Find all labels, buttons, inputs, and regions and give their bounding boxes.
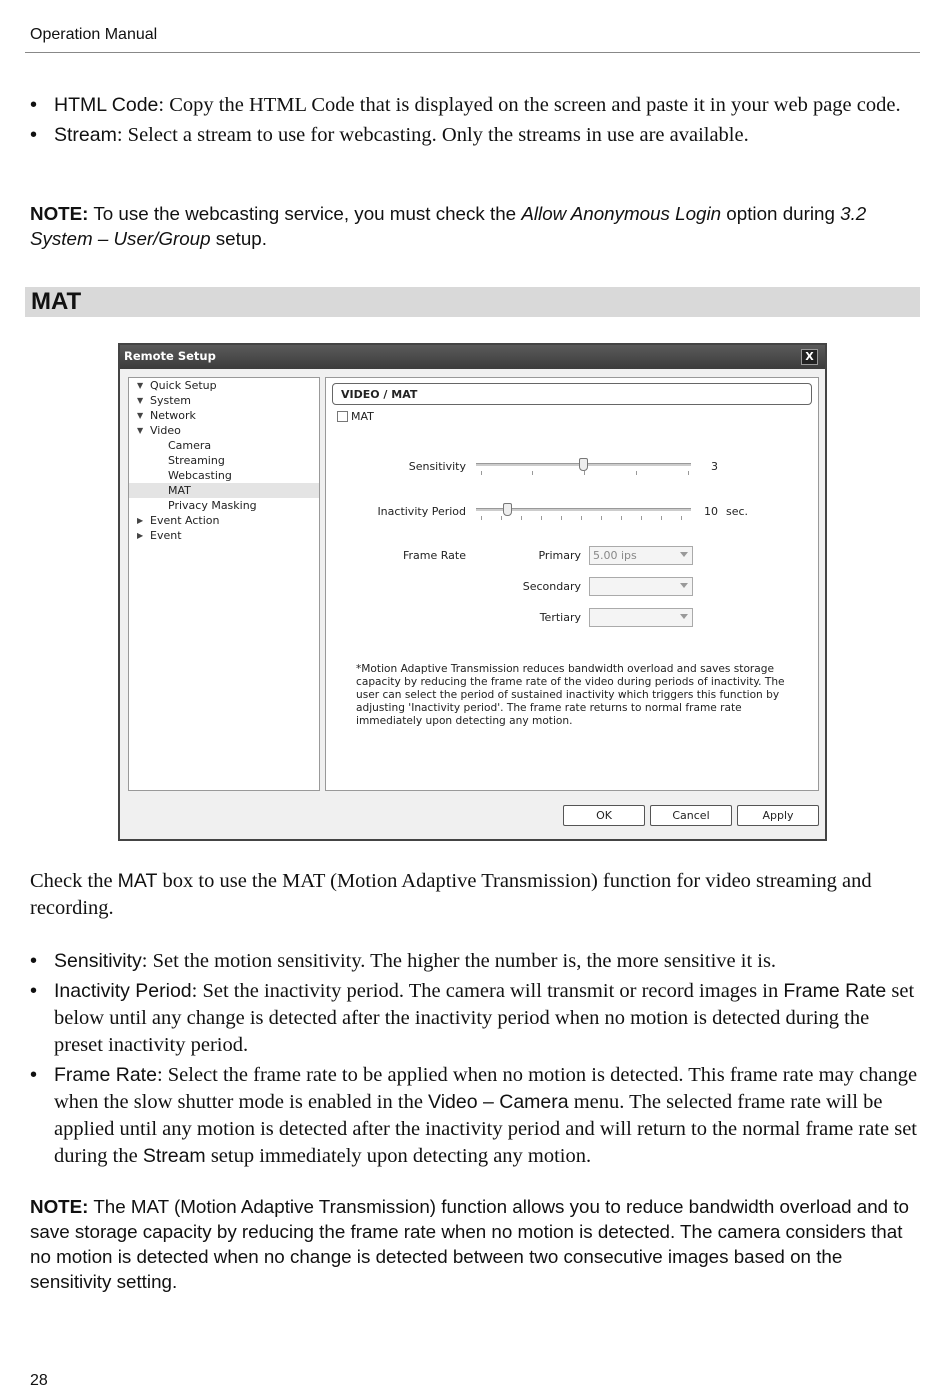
- top-bullet-list: [30, 92, 918, 152]
- primary-frame-rate-value: 5.00 ips: [593, 549, 637, 562]
- note-label: NOTE:: [30, 203, 89, 224]
- para-text: Check the: [30, 870, 118, 892]
- settings-tree: [128, 377, 320, 791]
- section-title: MAT: [31, 288, 82, 315]
- mat-checkbox-label: MAT: [351, 410, 374, 423]
- primary-frame-rate-select[interactable]: [589, 546, 693, 565]
- remote-setup-dialog: [118, 343, 827, 841]
- tree-item-webcasting[interactable]: [129, 468, 319, 483]
- tree-item-label: Event Action: [150, 514, 220, 527]
- page-number: 28: [30, 1372, 48, 1389]
- bullet-text: : Set the motion sensitivity. The higher the number is, the more sensitive it is.: [141, 950, 777, 972]
- tree-item-label: Streaming: [168, 454, 225, 467]
- sensitivity-value: 3: [711, 460, 718, 473]
- inactivity-value: 10: [704, 505, 718, 518]
- bullet-frame-rate: [30, 1062, 918, 1170]
- slider-tick: [601, 516, 602, 520]
- bullet-text: menu. The selected frame rate will be applied until any motion is detected after the inactivity period and will return to the normal frame rate set during the: [54, 1091, 917, 1167]
- bullet-text: set below until any change is detected after the inactivity period when no motion is detected during the preset inactivity period.: [54, 980, 915, 1056]
- primary-label: Primary: [538, 549, 581, 562]
- dialog-title: Remote Setup: [124, 349, 216, 363]
- bullet-term: Frame Rate: [783, 980, 887, 1002]
- tree-item-label: Video: [150, 424, 181, 437]
- bullet-text: : Copy the HTML Code that is displayed on the screen and paste it in your web page code.: [158, 94, 901, 116]
- chevron-down-icon: [680, 583, 688, 588]
- close-button[interactable]: X: [801, 349, 818, 365]
- bullet-text: : Select a stream to use for webcasting. Only the streams in use are available.: [116, 124, 749, 146]
- para-text: box to use the MAT (Motion Adaptive Transmission) function for video streaming and recording.: [30, 870, 872, 919]
- tree-item-video[interactable]: [129, 423, 319, 438]
- inactivity-slider-thumb[interactable]: [503, 503, 512, 516]
- note-italic-option: Allow Anonymous Login: [521, 203, 722, 224]
- para-term: MAT: [117, 870, 158, 892]
- section-heading-bar: [25, 287, 920, 317]
- bullet-term: Sensitivity: [54, 950, 142, 972]
- bullet-term: HTML Code: [54, 94, 159, 116]
- tree-item-camera[interactable]: [129, 438, 319, 453]
- slider-tick: [501, 516, 502, 520]
- ok-button[interactable]: OK: [563, 805, 645, 826]
- note-label: NOTE:: [30, 1196, 89, 1217]
- slider-tick: [481, 516, 482, 520]
- tree-item-system[interactable]: [129, 393, 319, 408]
- slider-tick: [688, 471, 689, 475]
- bullet-term: Stream: [54, 124, 117, 146]
- bullet-stream: [30, 122, 918, 149]
- tertiary-label: Tertiary: [539, 611, 581, 624]
- mat-checkbox[interactable]: [337, 411, 348, 422]
- inactivity-unit: sec.: [726, 505, 749, 518]
- tree-item-event-action[interactable]: [129, 513, 319, 528]
- slider-tick: [581, 516, 582, 520]
- bullet-term: Frame Rate: [54, 1064, 157, 1086]
- bullet-text: : Set the inactivity period. The camera will transmit or record images in: [191, 980, 784, 1002]
- tree-item-network[interactable]: [129, 408, 319, 423]
- expand-arrow-icon: ▼: [137, 411, 144, 420]
- note-italic-section: 3.2 System – User/Group: [30, 203, 867, 249]
- secondary-frame-rate-select[interactable]: [589, 577, 693, 596]
- mat-intro-paragraph: [30, 868, 918, 922]
- tertiary-frame-rate-select[interactable]: [589, 608, 693, 627]
- expand-arrow-icon: ▶: [137, 531, 144, 540]
- header-rule: [25, 52, 920, 53]
- slider-tick: [681, 516, 682, 520]
- slider-tick: [541, 516, 542, 520]
- bullet-html-code: [30, 92, 918, 119]
- tree-item-label: Quick Setup: [150, 379, 217, 392]
- tree-item-streaming[interactable]: [129, 453, 319, 468]
- inactivity-period-label: Inactivity Period: [377, 505, 466, 518]
- page-header-title: Operation Manual: [30, 26, 158, 43]
- bullet-text: : Select the frame rate to be applied when no motion is detected. This frame rate may change when the slow shutter mode is enabled in the: [54, 1064, 918, 1113]
- note-webcasting: [30, 201, 920, 251]
- expand-arrow-icon: ▶: [137, 516, 144, 525]
- note-text: option during: [721, 203, 841, 224]
- tree-item-mat[interactable]: [129, 483, 319, 498]
- note-text: setup.: [210, 228, 267, 249]
- note-mat: [30, 1194, 920, 1294]
- bottom-bullet-list: [30, 948, 918, 1173]
- slider-tick: [661, 516, 662, 520]
- slider-tick: [481, 471, 482, 475]
- slider-tick: [521, 516, 522, 520]
- dialog-titlebar: [120, 345, 825, 369]
- slider-tick: [584, 471, 585, 475]
- settings-panel: [325, 377, 819, 791]
- bullet-term: Video – Camera: [428, 1091, 569, 1113]
- frame-rate-label: Frame Rate: [403, 549, 466, 562]
- tree-item-event[interactable]: [129, 528, 319, 543]
- apply-button[interactable]: Apply: [737, 805, 819, 826]
- bullet-sensitivity: [30, 948, 918, 975]
- slider-tick: [636, 471, 637, 475]
- sensitivity-label: Sensitivity: [408, 460, 466, 473]
- bullet-inactivity-period: [30, 978, 918, 1059]
- tree-item-privacy-masking[interactable]: [129, 498, 319, 513]
- expand-arrow-icon: ▼: [137, 381, 144, 390]
- panel-header: [332, 383, 812, 405]
- collapse-arrow-icon: ▼: [137, 426, 144, 435]
- tree-item-label: System: [150, 394, 192, 407]
- note-text: The MAT (Motion Adaptive Transmission) function allows you to reduce bandwidth overload and to save storage capacity by reducing the frame rate when no motion is detected. The camera considers that no motion is detected when no change is detected between two consecutive images based on the sensitivity setting.: [30, 1196, 909, 1292]
- slider-tick: [561, 516, 562, 520]
- bullet-text: setup immediately upon detecting any motion.: [205, 1145, 592, 1167]
- tree-item-label: Privacy Masking: [168, 499, 257, 512]
- expand-arrow-icon: ▼: [137, 396, 144, 405]
- note-text: To use the webcasting service, you must check the: [88, 203, 522, 224]
- slider-tick: [621, 516, 622, 520]
- tree-item-label: MAT: [168, 484, 191, 497]
- cancel-button[interactable]: Cancel: [650, 805, 732, 826]
- slider-tick: [532, 471, 533, 475]
- bullet-term: Inactivity Period: [54, 980, 192, 1002]
- mat-footnote: *Motion Adaptive Transmission reduces bandwidth overload and saves storage capacity by reducing the frame rate of the video during periods of inactivity. The user can select the period of sustained inactivity which triggers this function by adjusting 'Inactivity period'. The frame rate returns to normal frame rate immediately upon detecting any motion.: [356, 663, 785, 727]
- secondary-label: Secondary: [522, 580, 581, 593]
- panel-title: VIDEO / MAT: [341, 388, 418, 401]
- tree-item-label: Network: [150, 409, 196, 422]
- tree-item-label: Camera: [168, 439, 212, 452]
- tree-item-quick-setup[interactable]: [129, 378, 319, 393]
- slider-tick: [641, 516, 642, 520]
- chevron-down-icon: [680, 552, 688, 557]
- tree-item-label: Webcasting: [168, 469, 232, 482]
- sensitivity-slider-thumb[interactable]: [579, 458, 588, 471]
- bullet-term: Stream: [142, 1145, 206, 1167]
- chevron-down-icon: [680, 614, 688, 619]
- tree-item-label: Event: [150, 529, 182, 542]
